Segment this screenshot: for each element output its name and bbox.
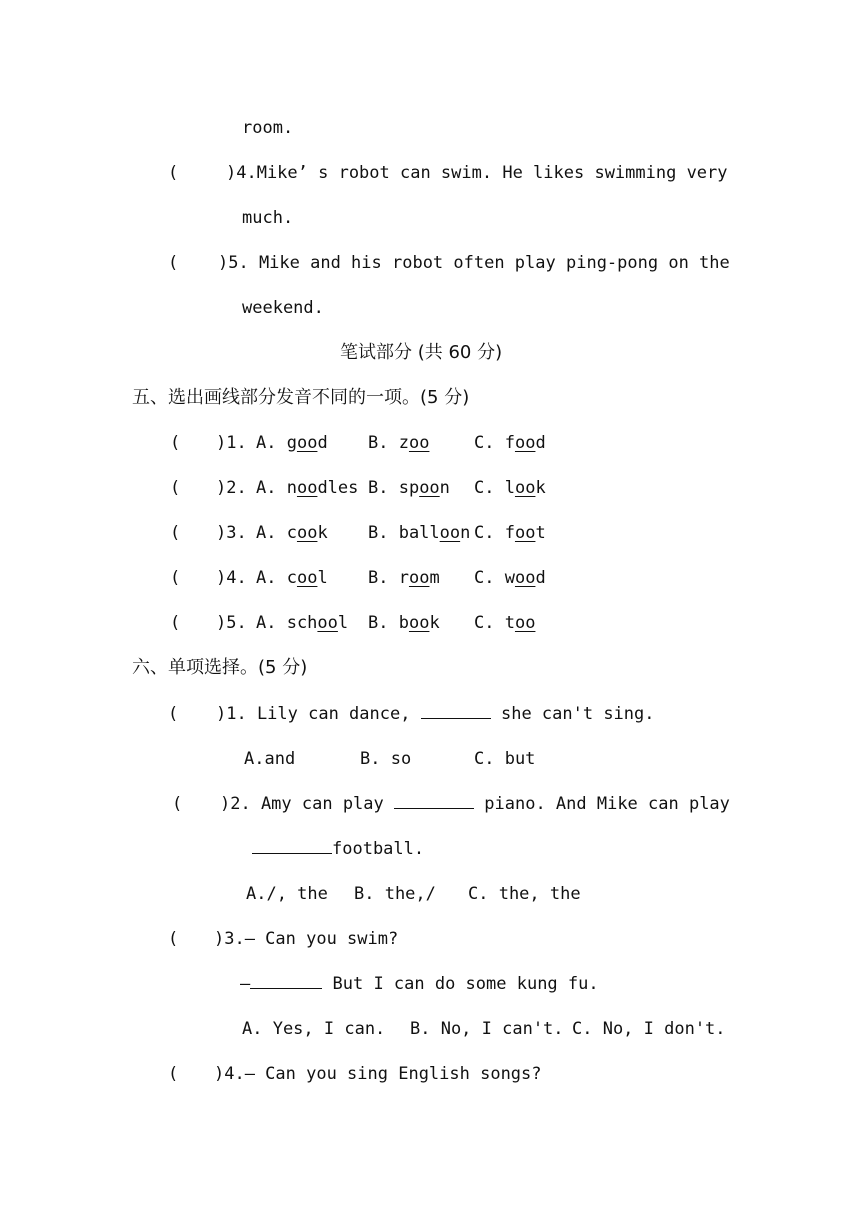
mc-q3-reply: — But I can do some kung fu.	[240, 974, 599, 994]
underlined-sound: oo	[296, 433, 318, 453]
phonics-option-a: A. school	[256, 613, 349, 633]
mc-q2-option-c: C. the, the	[468, 884, 581, 904]
phonics-item-number: )1.	[216, 433, 247, 453]
answer-paren-open[interactable]: (	[170, 433, 181, 453]
section6-title: 六、单项选择。(5 分)	[132, 657, 308, 678]
answer-paren-open[interactable]: (	[170, 523, 181, 543]
phonics-option-b: B. balloon	[368, 523, 471, 543]
fill-blank[interactable]	[394, 792, 474, 809]
phonics-item-number: )4.	[216, 568, 247, 588]
underlined-sound: oo	[514, 478, 536, 498]
section5-title: 五、选出画线部分发音不同的一项。(5 分)	[132, 387, 470, 408]
mc-q3-stem: )3.— Can you swim?	[214, 929, 399, 949]
q3-continuation: room.	[242, 118, 294, 138]
answer-paren-open[interactable]: (	[168, 253, 179, 273]
phonics-option-c: C. foot	[474, 523, 546, 543]
mc-q2-stem: )2. Amy can play piano. And Mike can play	[220, 794, 730, 814]
answer-paren-open[interactable]: (	[168, 1064, 179, 1084]
mc-q2-continuation: football.	[252, 837, 424, 861]
underlined-sound: oo	[317, 613, 338, 633]
fill-blank[interactable]	[250, 972, 322, 989]
underlined-sound: oo	[408, 433, 430, 453]
phonics-option-c: C. wood	[474, 568, 546, 588]
phonics-option-c: C. look	[474, 478, 546, 498]
underlined-sound: oo	[514, 613, 536, 633]
mc-q1-option-c: C. but	[474, 749, 536, 769]
listening-q4-continuation: much.	[242, 208, 294, 228]
mc-q4-stem: )4.— Can you sing English songs?	[214, 1064, 542, 1084]
underlined-sound: oo	[296, 568, 318, 588]
mc-q3-option-b: B. No, I can't.	[410, 1019, 564, 1039]
answer-paren-open[interactable]: (	[168, 163, 179, 183]
answer-paren-open[interactable]: (	[170, 613, 181, 633]
phonics-option-a: A. noodles	[256, 478, 359, 498]
written-section-heading: 笔试部分 (共 60 分)	[340, 342, 503, 363]
underlined-sound: oo	[296, 478, 318, 498]
listening-q4-text: )4.Mike’ s robot can swim. He likes swimming very	[226, 163, 728, 183]
phonics-item-number: )3.	[216, 523, 247, 543]
underlined-sound: oo	[439, 523, 461, 543]
mc-q3-option-c: C. No, I don't.	[572, 1019, 726, 1039]
answer-paren-open[interactable]: (	[170, 568, 181, 588]
mc-q1-option-b: B. so	[360, 749, 412, 769]
listening-q5-text: )5. Mike and his robot often play ping-pong on the	[218, 253, 730, 273]
phonics-item-number: )2.	[216, 478, 247, 498]
answer-paren-open[interactable]: (	[172, 794, 183, 814]
mc-q2-option-a: A./, the	[246, 884, 328, 904]
phonics-option-b: B. zoo	[368, 433, 430, 453]
underlined-sound: oo	[419, 478, 440, 498]
mc-q1-option-a: A.and	[244, 749, 296, 769]
underlined-sound: oo	[408, 613, 430, 633]
phonics-option-a: A. good	[256, 433, 328, 453]
answer-paren-open[interactable]: (	[170, 478, 181, 498]
phonics-option-b: B. book	[368, 613, 440, 633]
phonics-option-a: A. cool	[256, 568, 328, 588]
fill-blank[interactable]	[421, 702, 491, 719]
underlined-sound: oo	[408, 568, 430, 588]
phonics-option-c: C. food	[474, 433, 546, 453]
underlined-sound: oo	[514, 568, 536, 588]
phonics-option-c: C. too	[474, 613, 536, 633]
mc-q2-option-b: B. the,/	[354, 884, 436, 904]
underlined-sound: oo	[514, 433, 536, 453]
phonics-option-b: B. spoon	[368, 478, 450, 498]
phonics-option-b: B. room	[368, 568, 440, 588]
phonics-item-number: )5.	[216, 613, 247, 633]
listening-q5-continuation: weekend.	[242, 298, 324, 318]
phonics-option-a: A. cook	[256, 523, 328, 543]
answer-paren-open[interactable]: (	[168, 704, 179, 724]
underlined-sound: oo	[296, 523, 318, 543]
fill-blank[interactable]	[252, 837, 332, 854]
answer-paren-open[interactable]: (	[168, 929, 179, 949]
mc-q3-option-a: A. Yes, I can.	[242, 1019, 386, 1039]
mc-q1-stem: )1. Lily can dance, she can't sing.	[216, 704, 655, 724]
underlined-sound: oo	[514, 523, 536, 543]
